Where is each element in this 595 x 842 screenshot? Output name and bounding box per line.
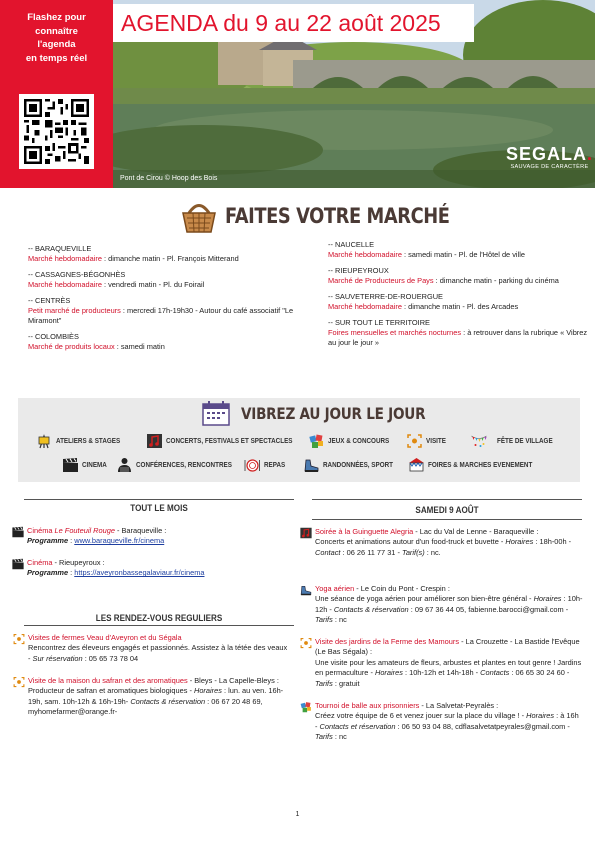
category-fete: FÊTE DE VILLAGE xyxy=(468,433,559,449)
visit-icon xyxy=(299,637,313,649)
category-conferences: CONFÉRENCES, RENCONTRES xyxy=(116,457,243,473)
brand-name: SEGALA xyxy=(506,144,588,164)
market-entry: -- SUR TOUT LE TERRITOIRE Foires mensuelles et marchés nocturnes : à retrouver dans la rubrique « Vibrez au jour le jour » xyxy=(328,318,588,347)
segala-logo xyxy=(506,144,593,170)
qr-code[interactable] xyxy=(19,94,94,169)
category-foires: FOIRES & MARCHES EVENEMENT xyxy=(408,457,544,473)
market-entry: -- SAUVETERRE-DE-ROUERGUE Marché hebdomadaire : dimanche matin - Pl. des Arcades xyxy=(328,292,519,311)
marche-left-column xyxy=(28,244,302,358)
cinema-rieupeyroux-link[interactable]: https://aveyronbassegalaviaur.fr/cinema xyxy=(74,568,205,578)
shoe-icon xyxy=(303,457,320,473)
marche-heading xyxy=(179,196,489,236)
divider xyxy=(24,499,294,500)
market-entry: -- NAUCELLE Marché hebdomadaire : samedi matin - Pl. de l'Hôtel de ville xyxy=(328,240,525,259)
marche-right-column xyxy=(328,240,590,354)
puzzle-icon xyxy=(308,433,325,449)
vibrez-legend-box xyxy=(18,398,580,482)
marche-title: FAITES VOTRE MARCHÉ xyxy=(225,204,450,228)
flash-text: Flashez pour connaître l'agenda en temps réel xyxy=(25,12,88,64)
music-icon xyxy=(299,527,313,539)
clapperboard-icon xyxy=(11,526,25,538)
reguliers-heading: LES RENDEZ-VOUS REGULIERS xyxy=(95,613,223,623)
basket-icon xyxy=(179,196,219,236)
category-ateliers: ATELIERS & STAGES xyxy=(36,433,127,449)
market-entry: -- CENTRÈS Petit marché de producteurs : mercredi 17h-19h30 - Autour du café associatif "Le Miramont" xyxy=(28,296,294,325)
category-randonnees: RANDONNÉES, SPORT xyxy=(303,457,401,473)
cinema-baraqueville: Cinéma Le Fouteuil Rouge - Baraqueville : Programme : www.baraqueville.fr/cinema xyxy=(27,526,295,547)
qr-code-icon xyxy=(24,99,89,164)
photo-credit: Pont de Cirou © Hoop des Bois xyxy=(120,175,218,182)
event-yoga: Yoga aérien - Le Coin du Pont - Crespin : Une séance de yoga aérien pour améliorer son bien-être général - Horaires : 10h-12h - Contacts & réservation : 09 67 36 44 05, fabienne.barocci@gmail.com - Tarifs : nc xyxy=(315,584,583,626)
category-concerts: CONCERTS, FESTIVALS ET SPECTACLES xyxy=(146,433,307,449)
foire-icon xyxy=(408,457,425,473)
visit-icon xyxy=(12,633,26,645)
plate-icon xyxy=(244,457,261,473)
agenda-title-box xyxy=(113,4,474,42)
category-jeux: JEUX & CONCOURS xyxy=(308,433,396,449)
speaker-icon xyxy=(116,457,133,473)
vibrez-title: VIBREZ AU JOUR LE JOUR xyxy=(241,403,426,423)
calendar-icon xyxy=(201,400,231,426)
category-repas: REPAS xyxy=(244,457,288,473)
easel-icon xyxy=(36,433,53,449)
clapperboard-icon xyxy=(11,558,25,570)
visit-icon xyxy=(406,433,423,449)
market-entry: -- BARAQUEVILLE Marché hebdomadaire : dimanche matin - Pl. François Mitterand xyxy=(28,244,239,263)
clapperboard-icon xyxy=(62,457,79,473)
cinema-rieupeyroux: Cinéma - Rieupeyroux : Programme : https://aveyronbassegalaviaur.fr/cinema xyxy=(27,558,295,579)
vibrez-heading xyxy=(201,400,458,426)
event-jardins: Visite des jardins de la Ferme des Mamours - La Crouzette - La Bastide l'Evêque (Le Bas Ségala) : Une visite pour les amateurs de fleurs, arbustes et plantes en tout genre ! Jardins en permaculture - Horaires : 10h-12h et 14h-18h - Contacts : 06 65 30 24 60 - Tarifs : gratuit xyxy=(315,637,583,689)
cinema-baraqueville-link[interactable]: www.baraqueville.fr/cinema xyxy=(74,536,165,546)
market-entry: -- COLOMBIÈS Marché de produits locaux : samedi matin xyxy=(28,332,165,351)
category-visite: VISITE xyxy=(406,433,448,449)
visit-icon xyxy=(12,676,26,688)
puzzle-icon xyxy=(299,701,313,713)
divider xyxy=(24,625,294,626)
page-number: 1 xyxy=(295,811,300,818)
market-entry: -- RIEUPEYROUX Marché de Producteurs de Pays : dimanche matin - parking du cinéma xyxy=(328,266,559,285)
shoe-icon xyxy=(299,584,313,596)
page-title: AGENDA du 9 au 22 août 2025 xyxy=(121,10,441,36)
visite-maison-safran: Visite de la maison du safran et des aromatiques - Bleys - La Capelle-Bleys : Producteur de safran et aromatiques biologiques - Horaires : lun. au ven. 16h-19h, sam. 10h-12h & 16h-19h- Contacts & réservation : 06 67 20 48 69, myhomefarmer@orange.fr- xyxy=(28,676,290,718)
event-tournoi: Tournoi de balle aux prisonniers - La Salvetat-Peyralès : Créez votre équipe de 6 et venez jouer sur la place du village ! - Horaires : à 16h - Contacts et réservation : 06 50 93 04 88, cdflasalvetatpeyrales@gmail.com - Tarifs : nc xyxy=(315,701,583,743)
event-guinguette: Soirée à la Guinguette Alegria - Lac du Val de Lenne - Baraqueville : Concerts et animations autour d'un food-truck et buvette - Horaires : 18h-00h - Contact : 06 26 11 77 31 - Tarif(s) : nc. xyxy=(315,527,583,558)
visite-fermes: Visites de fermes Veau d'Aveyron et du Ségala Rencontrez des éleveurs engagés et passionnés. Assistez à la tétée des veaux - Sur réservation : 05 65 73 78 04 xyxy=(28,633,290,664)
music-icon xyxy=(146,433,163,449)
divider xyxy=(312,519,582,520)
tout-le-mois-heading: TOUT LE MOIS xyxy=(130,503,188,513)
divider xyxy=(312,499,582,500)
market-entry: -- CASSAGNES-BÉGONHÈS Marché hebdomadaire : vendredi matin - Pl. du Foirail xyxy=(28,270,205,289)
category-cinema: CINEMA xyxy=(62,457,110,473)
brand-tagline: SAUVAGE DE CARACTÈRE xyxy=(510,164,589,170)
garland-icon xyxy=(468,433,490,449)
brand-dot: . xyxy=(587,144,594,164)
samedi-heading: SAMEDI 9 AOÛT xyxy=(415,505,479,515)
